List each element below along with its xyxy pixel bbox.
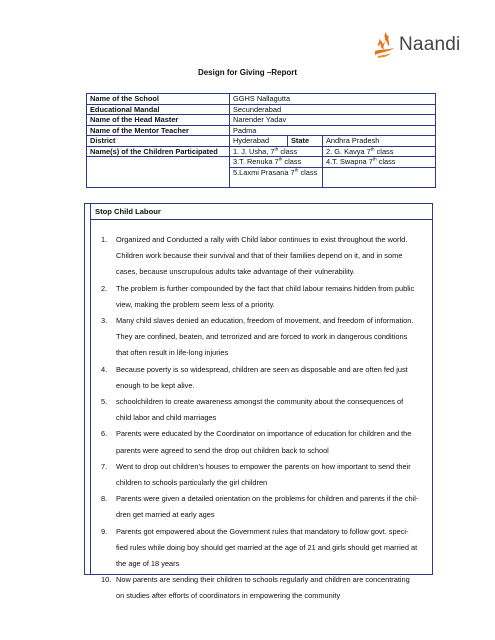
table-row [87,125,436,136]
school-label: Name of the School [87,94,230,105]
list-item-line: that often result in life-long injuries [116,348,229,358]
empty-cell [323,167,436,187]
list-item-number: 10. [101,575,112,585]
state-label: State [288,136,323,147]
district-value: Hyderabad [230,136,288,147]
list-item-line: cases, because unscrupulous adults take advantage of their vulnerability. [116,267,355,277]
head-master-label: Name of the Head Master [87,115,230,126]
list-item-line: Parents were given a detailed orientation on the problems for children and parents if the chil- [116,494,419,504]
list-item-line: the age of 18 years [116,559,180,569]
list-item-line: Organized and Conducted a rally with Child labor continues to exist throughout the world. [116,235,408,244]
list-item-line: The problem is further compounded by the fact that child labour remains hidden from public [116,283,415,293]
list-item-line: schoolchildren to create awareness amongst the community about the consequences of [116,397,404,407]
list-item-line: Children work because their survival and that of their families depend on it, and in some [116,251,403,261]
list-item-number: 2. [101,283,108,293]
child-1: 1. J. Usha, 7th class [230,146,323,157]
child-5: 5.Laxmi Prasana 7th class [230,167,323,187]
list-item [101,524,446,573]
list-item [101,313,446,362]
mentor-label: Name of the Mentor Teacher [87,125,230,136]
list-item-line: They are confined, beaten, and terrorized and are forced to work in dangerous conditions [116,332,408,342]
table-row [87,115,436,126]
list-item-line: on studies after efforts of coordinators in empowering the community [116,591,341,601]
mandal-label: Educational Mandal [87,104,230,115]
table-row [87,94,436,105]
list-item-line: Now parents are sending their children to schools regularly and children are concentrating [116,575,410,585]
list-item-line: view, making the problem seem less of a priority. [116,299,275,309]
table-row [87,157,436,168]
district-label: District [87,136,230,147]
list-item-number: 4. [101,364,108,374]
list-item-number: 5. [101,397,108,407]
list-item-number: 7. [101,461,108,471]
list-item [101,362,446,394]
section-side-bar [85,204,91,574]
section-title: Stop Child Labour [95,207,161,216]
naandi-flame-icon [372,30,398,60]
naandi-logo [372,30,460,60]
section-header [91,204,432,220]
list-item [101,394,446,426]
list-item-line: Parents were educated by the Coordinator on importance of education for children and the [116,429,412,439]
list-item-line: Because poverty is so widespread, children are seen as disposable and are often fed just [116,364,408,374]
list-item [101,426,446,458]
list-item [101,232,446,281]
list-item-line: child labor and child marriages [116,413,217,423]
list-item-line: parents were agreed to send the drop out children back to school [116,445,329,455]
head-master-value: Narender Yadav [230,115,436,126]
list-item-number: 9. [101,526,108,536]
list-item-number: 6. [101,429,108,439]
table-row [87,104,436,115]
school-value: GGHS Nallagutta [230,94,436,105]
list-item [101,281,446,313]
list-item-line: enough to be kept alive. [116,380,195,390]
activity-list [101,232,446,605]
report-title: Design for Giving –Report [197,68,298,77]
list-item-line: dren get married at early ages [116,510,215,520]
table-row [87,146,436,157]
state-value: Andhra Pradesh [323,136,436,147]
list-item-line: children to schools particularly the girl children [116,478,268,488]
child-2: 2. G. Kavya 7th class [323,146,436,157]
child-3: 3.T. Renuka 7th class [230,157,323,168]
list-item [101,459,446,491]
empty-cell [87,157,230,188]
list-item-number: 1. [101,235,108,244]
list-item-line: fied rules while doing boy should get married at the age of 21 and girls should get married at [116,542,418,552]
list-item-line: Many child slaves denied an education, freedom of movement, and freedom of information. [116,316,414,326]
list-item-line: Went to drop out children’s houses to empower the parents on how important to send their [116,461,411,471]
naandi-logo-text: Naandi [399,34,461,55]
list-item-number: 3. [101,316,108,326]
list-item [101,491,446,523]
child-4: 4.T. Swapna 7th class [323,157,436,168]
children-label: Name(s) of the Children Participated [87,146,230,157]
school-info-table [86,93,436,188]
mandal-value: Secunderabad [230,104,436,115]
list-item-line: Parents got empowered about the Government rules that mandatory to follow govt. speci- [116,526,409,536]
list-item [101,572,446,604]
table-row [87,136,436,147]
mentor-value: Padma [230,125,436,136]
list-item-number: 8. [101,494,108,504]
